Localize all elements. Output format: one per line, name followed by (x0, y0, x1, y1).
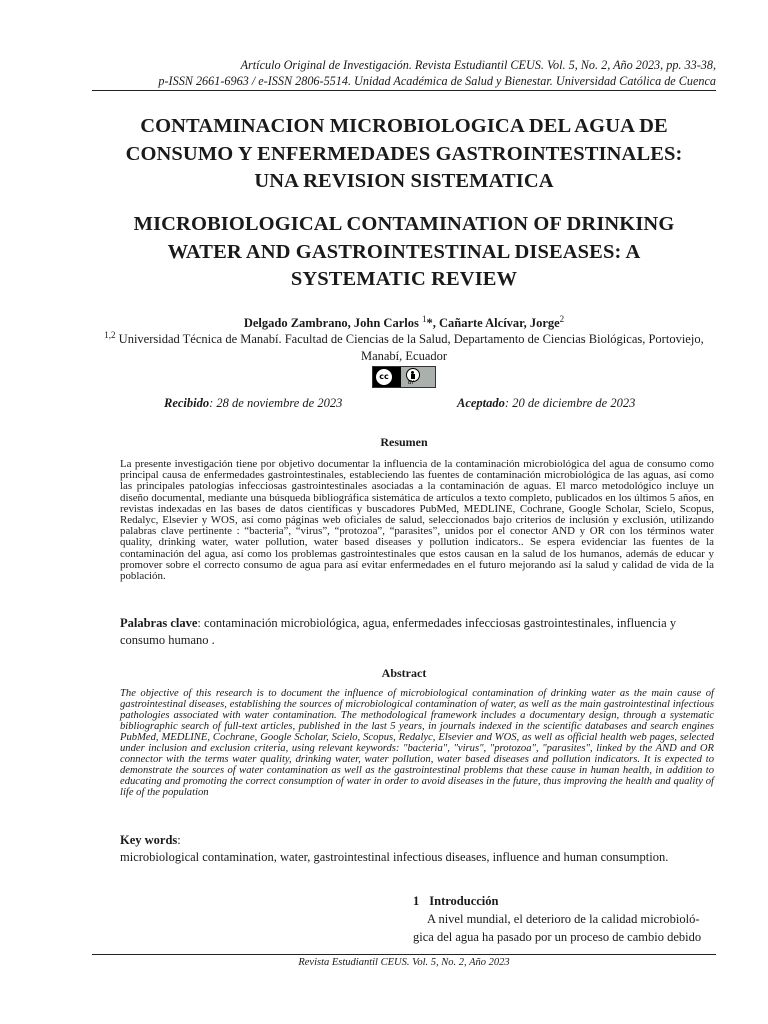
introduction-heading (413, 894, 498, 909)
creative-commons-by-icon[interactable] (372, 366, 436, 388)
affiliation (92, 327, 716, 365)
palabras-clave-label: Palabras clave (120, 616, 198, 630)
resumen-heading: Resumen (380, 435, 428, 449)
abstract-heading: Abstract (381, 666, 427, 680)
received-label: Recibido (164, 396, 210, 410)
received-value: : 28 de noviembre de 2023 (209, 396, 343, 410)
title-english-line-1: MICROBIOLOGICAL CONTAMINATION OF DRINKING (133, 213, 675, 235)
accepted-value: : 20 de diciembre de 2023 (504, 396, 636, 410)
affiliation-mark: 1,2 (104, 330, 116, 340)
section-number: 1 (413, 894, 420, 908)
palabras-clave-text: : contaminación microbiológica, agua, enfermedades infecciosas gastrointestinales, influencia y consumo humano . (120, 616, 677, 647)
key-words (120, 832, 720, 865)
title-english (92, 211, 716, 294)
introduction-line-2: gica del agua ha pasado por un proceso de cambio debido (413, 930, 702, 944)
header-divider (92, 90, 716, 91)
key-words-heading (120, 832, 720, 849)
received-date (164, 396, 342, 411)
author-1: Delgado Zambrano, John Carlos (243, 316, 419, 331)
title-english-line-2: WATER AND GASTROINTESTINAL DISEASES: A (167, 240, 641, 263)
by-label: BY (408, 380, 415, 386)
affiliation-text-1: Universidad Técnica de Manabí. Facultad de Ciencias de la Salud, Departamento de Ciencias Biológicas, Portoviejo, (115, 332, 704, 347)
affiliation-line-2: Manabí, Ecuador (360, 349, 448, 364)
palabras-clave (120, 615, 716, 649)
key-words-text: microbiological contamination, water, gastrointestinal infectious diseases, influence and human consumption. (120, 849, 669, 864)
author-2: Cañarte Alcívar, Jorge (438, 316, 560, 331)
introduction-line-1: A nivel mundial, el deterioro de la calidad microbioló- (427, 912, 700, 926)
resumen-body: La presente investigación tiene por objetivo documentar la influencia de la contaminación microbiológica del agua de consumo como principal causa de enfermedades gastrointestinales, estableciendo las fuentes de contaminación microbiológica de las aguas, así como las principales patologías infecciosas gastrointestinales asociadas a la contaminación de aguas. El marco metodológico incluye un diseño documental, mediante una búsqueda bibliográfica sistemática de artículos a texto completo, publicados en los últimos 5 años, en revistas indexadas en las bases de datos científicas y buscadores PubMed, MEDLINE, Cochrane, Google Scholar, Scielo, Scopus, Redalyc, Elsevier y WOS, así como páginas web oficiales de salud, seleccionados bajo criterios de inclusión y exclusión, utilizando palabras clave pertinente : “bacteria”, “virus”, “protozoa”, “parasites”, unidos por el conector AND y OR con los términos water quality, drinking water, water pollution, water based diseases y pollution indicators.. Se espera evidenciar las fuentes de la contaminación del agua, así como los problemas gastrointestinales que estos causan en la salud de los humanos, además de educar y promover sobre el correcto consumo de agua para así evitar enfermedades en el futuro mejorando así la salud y calidad de vida de la población. (120, 458, 714, 583)
journal-header-line-2: p-ISSN 2661-6963 / e-ISSN 2806-5514. Unidad Académica de Salud y Bienestar. Universidad Católica de Cuenca (158, 73, 716, 88)
author-1-affiliation-mark: 1 (421, 314, 427, 324)
journal-footer: Revista Estudiantil CEUS. Vol. 5, No. 2, Año 2023 (298, 957, 510, 968)
author-2-affiliation-mark: 2 (559, 314, 565, 324)
corresponding-author-mark: * (426, 316, 433, 331)
key-words-colon: : (177, 833, 181, 847)
affiliation-line-1 (92, 327, 716, 348)
title-spanish-line-1: CONTAMINACION MICROBIOLOGICA DEL AGUA DE (140, 115, 668, 137)
journal-header-line-1: Artículo Original de Investigación. Revista Estudiantil CEUS. Vol. 5, No. 2, Año 2023, pp. 33-38, (240, 58, 716, 72)
author-separator: , (432, 316, 439, 331)
journal-header (92, 58, 716, 89)
accepted-label: Aceptado (457, 396, 505, 410)
title-spanish-line-3: UNA REVISION SISTEMATICA (254, 170, 554, 192)
footer-divider (92, 954, 716, 955)
title-english-line-3: SYSTEMATIC REVIEW (290, 268, 518, 290)
introduction-body (413, 910, 716, 946)
abstract-body: The objective of this research is to document the influence of microbiological contamination of drinking water as the main cause of gastrointestinal diseases, establishing the sources of microbiological contamination of water, as well as the main gastrointestinal infectious pathologies associated with water contamination. The methodological framework includes a documentary design, through a systematic bibliographic search of full-text articles, published in the last 5 years, in journals indexed in the scientific databases and search engines PubMed, MEDLINE, Cochrane, Google Scholar, Scielo, Scopus, Redalyc, Elsevier and WOS, as well as official health web pages, selected under inclusion and exclusion criteria, using relevant keywords: "bacteria", "virus", "protozoa", "parasites", linked by the AND and OR connector with the terms water quality, drinking water, water pollution, water based diseases and pollution indicators. It is expected to demonstrate the sources of water contamination as well as the gastrointestinal problems that these cause in human health, in addition to educating and promoting the correct consumption of water in order to avoid diseases in the future, thus improving the health and quality of life of the population (120, 688, 714, 798)
title-spanish (92, 113, 716, 196)
key-words-label: Key words (120, 833, 178, 847)
accepted-date (457, 396, 635, 411)
person-body-icon (411, 374, 415, 379)
section-title: Introducción (429, 894, 499, 908)
title-spanish-line-2: CONSUMO Y ENFERMEDADES GASTROINTESTINALES: (125, 142, 683, 165)
cc-icon: cc (375, 368, 393, 386)
cc-block (373, 367, 401, 387)
